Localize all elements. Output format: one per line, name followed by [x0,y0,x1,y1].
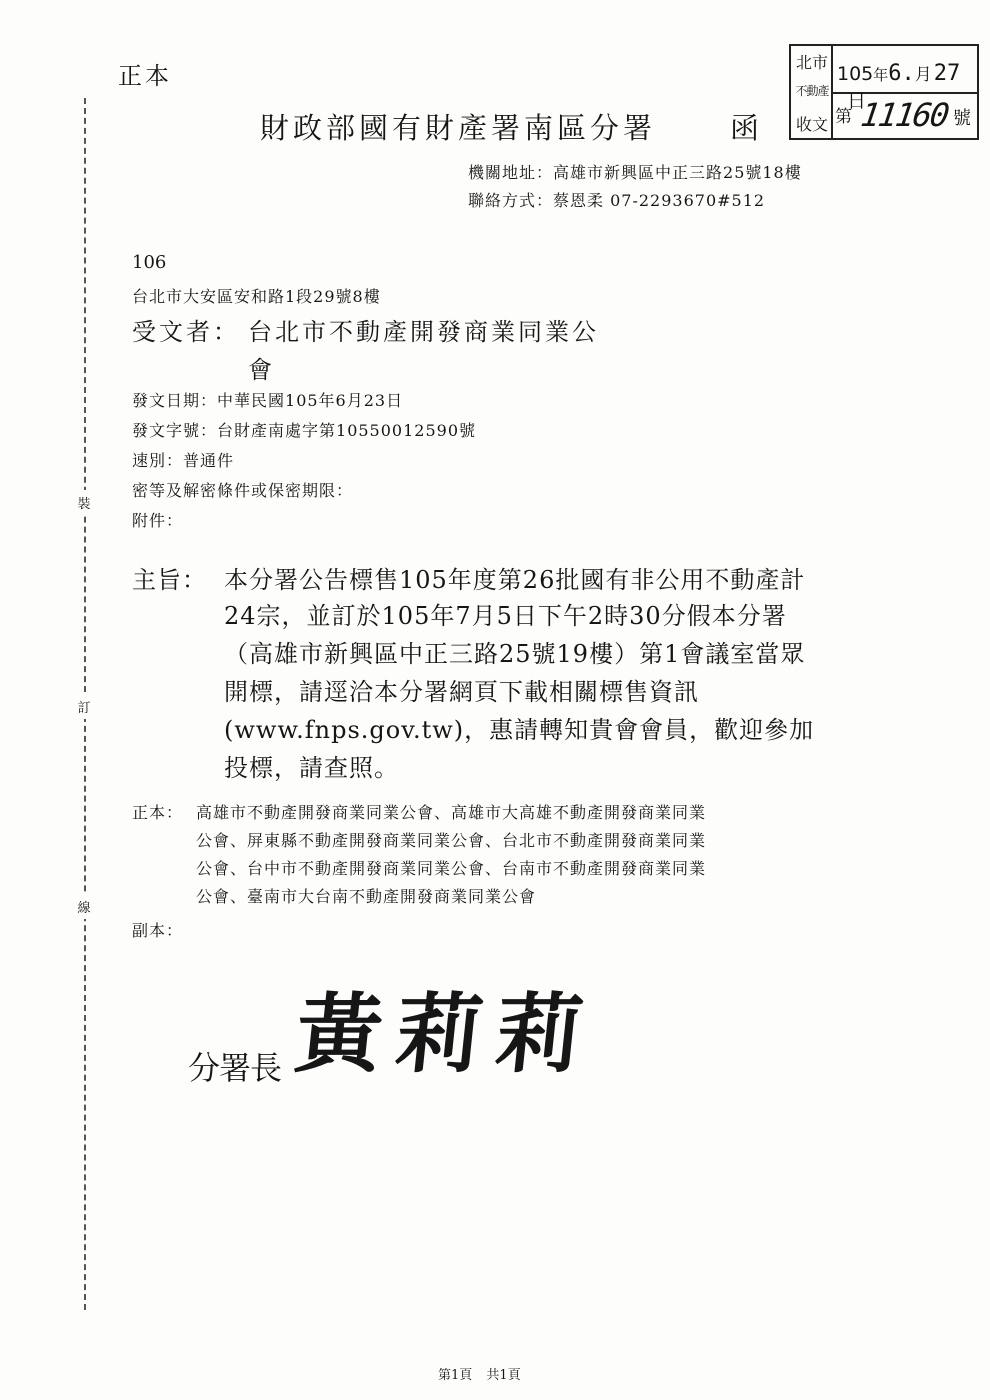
subject-line: 本分署公告標售105年度第26批國有非公用不動產計 [224,566,806,594]
stamp-date-year: 105 [837,63,874,85]
meta-speed [132,448,234,471]
subject-line: 開標，請逕洽本分署網頁下載相關標售資訊 [224,678,699,706]
meta-label: 發文日期： [132,391,218,410]
stamp-date-day-unit: 日 [847,90,867,112]
agency-address-value: 高雄市新興區中正三路25號18樓 [553,163,802,182]
agency-address-label: 機關地址： [468,163,554,182]
stamp-date-month-unit: 月 [914,65,932,85]
agency-contact-label: 聯絡方式： [468,191,554,210]
meta-value: 中華民國105年6月23日 [217,391,404,410]
stamp-date-month: 6. [888,61,915,86]
agency-address [468,160,802,183]
stamp-date-day: 27 [933,61,961,86]
document-type: 函 [730,111,760,145]
original-recipients-line: 公會、台中市不動產開發商業同業公會、台南市不動產開發商業同業 [196,859,707,878]
recipient-postal-code: 106 [132,252,167,273]
subject-label: 主旨： [132,566,207,594]
stamp-org-line3: 收文 [795,115,828,134]
original-recipients-line: 公會、臺南市大台南不動產開發商業同業公會 [196,887,537,906]
recipient-name-line2: 會 [248,356,272,384]
subject-line: 24宗，並訂於105年7月5日下午2時30分假本分署 [224,602,787,630]
signature-title: 分署長 [188,1049,282,1087]
subject-line: (www.fnps.gov.tw)，惠請轉知貴會會員，歡迎參加 [224,716,815,744]
recipient-label: 受文者： [132,318,240,346]
signature-block [188,965,602,1089]
copy-recipients-label: 副本： [132,921,184,940]
meta-value: 台財產南處字第10550012590號 [217,421,476,440]
meta-value: 普通件 [183,451,235,470]
original-recipients-line: 高雄市不動產開發商業同業公會、高雄市大高雄不動產開發商業同業 [196,803,707,822]
meta-issue-date [132,388,403,411]
binding-mark-xian: 線 [70,894,98,919]
agency-title: 財政部國有財產署南區分署 [260,111,657,145]
signature-name: 黃莉莉 [290,984,602,1085]
original-recipients-line: 公會、屏東縣不動產開發商業同業公會、台北市不動產開發商業同業 [196,831,707,850]
agency-contact [468,188,765,211]
stamp-date-year-unit: 年 [873,66,889,84]
stamp-number-prefix: 第 [835,107,852,127]
stamp-number: 11160 [858,96,950,134]
meta-label: 密等及解密條件或保密期限： [132,481,354,500]
meta-label: 速別： [132,451,184,470]
binding-mark-zhuang: 裝 [70,490,98,515]
meta-classification [132,478,353,501]
original-recipients-label: 正本： [132,803,184,822]
agency-contact-value: 蔡恩柔 07-2293670#512 [553,191,766,210]
page-total: 共1頁 [486,1368,521,1383]
stamp-org-line1: 北市 [795,53,828,72]
binding-mark-ding: 訂 [70,694,98,719]
recipient-address: 台北市大安區安和路1段29號8樓 [132,287,381,306]
page-number: 第1頁 [438,1368,473,1383]
subject-line: （高雄市新興區中正三路25號19樓）第1會議室當眾 [224,640,806,668]
meta-doc-number [132,418,476,441]
stamp-number-suffix: 號 [953,108,971,129]
subject-line: 投標，請查照。 [224,754,399,782]
meta-label: 發文字號： [132,421,218,440]
meta-label: 附件： [132,511,184,530]
copy-type-label: 正本 [118,62,172,90]
recipient-name-line1: 台北市不動產開發商業同業公 [248,318,599,346]
stamp-org-line2: 不動產 [795,84,829,98]
receipt-stamp [789,44,979,140]
page-footer [438,1364,521,1383]
meta-attachment [132,508,183,531]
